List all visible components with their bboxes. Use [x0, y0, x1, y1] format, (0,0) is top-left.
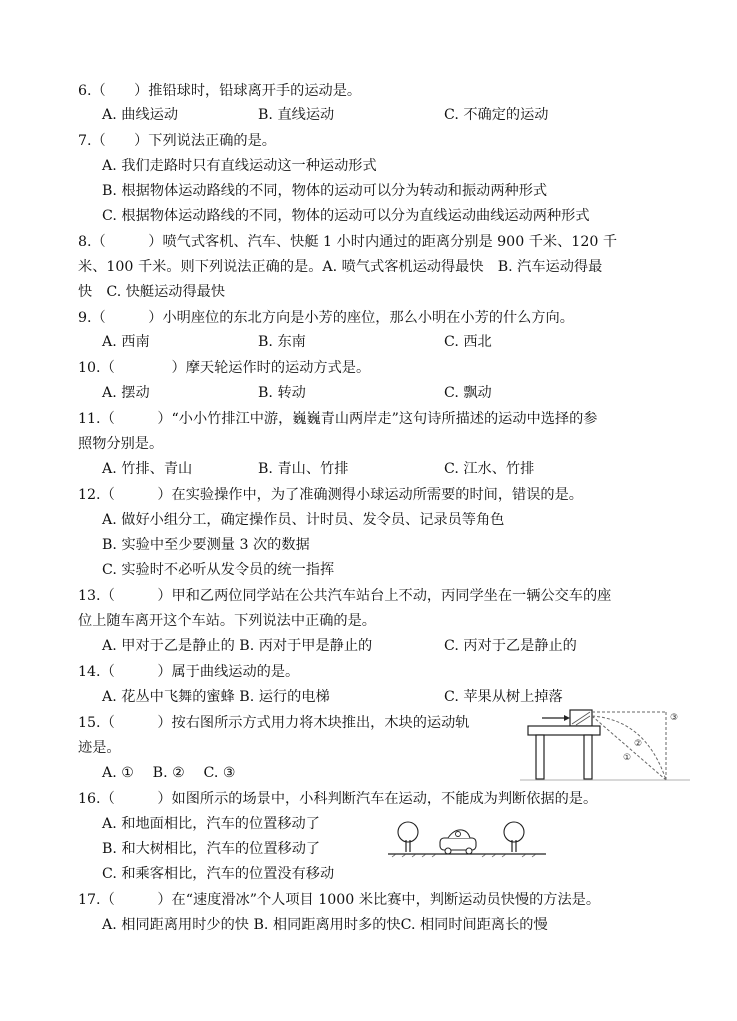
trajectory-label-3: ③ — [670, 713, 679, 723]
car-and-trees-figure — [388, 818, 546, 858]
option-b[interactable]: B. 东南 — [258, 334, 306, 350]
option-c[interactable]: C. 实验时不必听从发令员的统一指挥 — [102, 562, 335, 578]
option-c[interactable]: C. 根据物体运动路线的不同，物体的运动可以分为直线运动曲线运动两种形式 — [102, 208, 590, 224]
option-a[interactable]: A. 摆动 — [102, 385, 150, 401]
question-16-stem: 16.（ ）如图所示的场景中，小科判断汽车在运动，不能成为判断依据的是。 — [78, 791, 598, 807]
option-c[interactable]: C. 苹果从树上掉落 — [444, 689, 563, 705]
push-block-trajectory-figure — [520, 702, 690, 784]
option-b[interactable]: B. 直线运动 — [258, 107, 335, 123]
question-6-stem: 6.（ ）推铅球时，铅球离开手的运动是。 — [78, 83, 362, 99]
option-c[interactable]: C. 丙对于乙是静止的 — [444, 638, 577, 654]
option-c[interactable]: C. 和乘客相比，汽车的位置没有移动 — [102, 866, 335, 882]
question-12-stem: 12.（ ）在实验操作中，为了准确测得小球运动所需要的时间，错误的是。 — [78, 487, 583, 503]
option-a[interactable]: A. 竹排、青山 — [102, 461, 193, 477]
question-17-stem: 17.（ ）在“速度滑冰”个人项目 1000 米比赛中，判断运动员快慢的方法是。 — [78, 892, 601, 908]
option-a[interactable]: A. 曲线运动 — [102, 107, 179, 123]
option-c[interactable]: C. 不确定的运动 — [444, 107, 549, 123]
table-leg-left — [536, 735, 544, 779]
tree-right — [504, 822, 524, 852]
option-a-b[interactable]: A. 甲对于乙是静止的 B. 丙对于甲是静止的 — [102, 638, 373, 654]
option-b[interactable]: B. 青山、竹排 — [258, 461, 349, 477]
question-7-stem: 7.（ ）下列说法正确的是。 — [78, 133, 276, 149]
question-13-stem-line-1: 13.（ ）甲和乙两位同学站在公共汽车站台上不动，丙同学坐在一辆公交车的座 — [78, 588, 612, 604]
option-b[interactable]: B. 实验中至少要测量 3 次的数据 — [102, 537, 310, 553]
question-17-options[interactable]: A. 相同距离用时少的快 B. 相同距离用时多的快C. 相同时间距离长的慢 — [102, 917, 548, 933]
trajectory-1 — [592, 716, 666, 780]
question-15-stem-line-2: 迹是。 — [78, 740, 121, 756]
trajectory-label-2: ② — [634, 739, 643, 749]
option-a[interactable]: A. 和地面相比，汽车的位置移动了 — [102, 816, 320, 832]
question-14-stem: 14.（ ）属于曲线运动的是。 — [78, 664, 300, 680]
question-10-stem: 10.（ ）摩天轮运作时的运动方式是。 — [78, 360, 371, 376]
car — [440, 830, 476, 854]
question-15-stem-line-1: 15.（ ）按右图所示方式用力将木块推出，木块的运动轨 — [78, 715, 470, 731]
option-c[interactable]: C. 西北 — [444, 334, 492, 350]
option-c[interactable]: C. 飘动 — [444, 385, 492, 401]
push-arrowhead — [564, 715, 570, 721]
option-b[interactable]: B. 和大树相比，汽车的位置移动了 — [102, 841, 321, 857]
trajectory-2 — [592, 716, 666, 780]
question-13-stem-line-2: 位上随车离开这个车站。下列说法中正确的是。 — [78, 613, 376, 629]
option-a[interactable]: A. 我们走路时只有直线运动这一种运动形式 — [102, 158, 377, 174]
tree-left — [398, 822, 418, 852]
option-a[interactable]: A. 做好小组分工，确定操作员、计时员、发令员、记录员等角色 — [102, 512, 505, 528]
question-8-stem-line-1: 8.（ ）喷气式客机、汽车、快艇 1 小时内通过的距离分别是 900 千米、120 千 — [78, 234, 618, 250]
question-11-stem-line-1: 11.（ ）“小小竹排江中游，巍巍青山两岸走”这句诗所描述的运动中选择的参 — [78, 411, 598, 427]
option-a[interactable]: A. 西南 — [102, 334, 150, 350]
question-11-stem-line-2: 照物分别是。 — [78, 436, 164, 452]
table-leg-right — [584, 735, 592, 779]
question-8-stem-line-3: 快 C. 快艇运动得最快 — [78, 284, 226, 300]
option-b[interactable]: B. 转动 — [258, 385, 306, 401]
question-15-options[interactable]: A. ① B. ② C. ③ — [102, 765, 236, 781]
question-8-stem-line-2: 米、100 千米。则下列说法正确的是。A. 喷气式客机运动得最快 B. 汽车运动得最 — [78, 259, 603, 275]
option-a-b[interactable]: A. 花丛中飞舞的蜜蜂 B. 运行的电梯 — [102, 689, 330, 705]
option-b[interactable]: B. 根据物体运动路线的不同，物体的运动可以分为转动和振动两种形式 — [102, 183, 548, 199]
table-top — [528, 726, 600, 735]
option-c[interactable]: C. 江水、竹排 — [444, 461, 535, 477]
trajectory-label-1: ① — [623, 753, 632, 763]
question-9-stem: 9.（ ）小明座位的东北方向是小芳的座位，那么小明在小芳的什么方向。 — [78, 310, 574, 326]
